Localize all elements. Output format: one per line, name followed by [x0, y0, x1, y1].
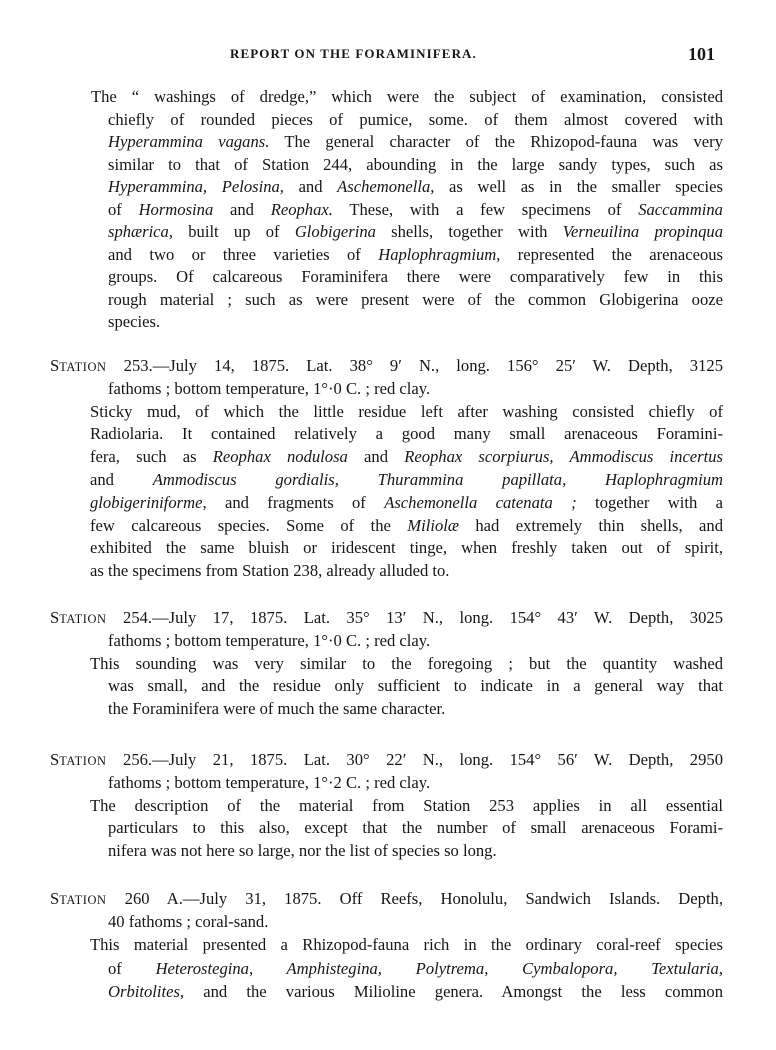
text-run: together with a: [576, 492, 723, 512]
text-line: [90, 560, 449, 582]
text-line: [108, 289, 723, 311]
text-run: shells, together with: [375, 222, 563, 241]
text-run: 40 fathoms ; coral-sand.: [108, 912, 269, 932]
italic-text: Hyperammina vagans.: [108, 132, 270, 151]
text-line: [90, 423, 723, 445]
text-run: and the various Milioline genera. Amongst the less common: [184, 981, 723, 1001]
italic-text: sphærica,: [108, 222, 173, 241]
text-run: as well as in the smaller species: [434, 177, 723, 196]
text-run: The “ washings of dredge,” which were the subject of examination, consisted: [91, 87, 723, 106]
text-run: fathoms ; bottom temperature, 1°·0 C. ; red clay.: [108, 378, 431, 398]
text-run: particulars to this also, except that the number of small arenaceous Forami-: [108, 818, 723, 838]
text-run: of: [108, 199, 139, 219]
text-line: [50, 888, 723, 910]
text-run: chiefly of rounded pieces of pumice, some. of them almost covered with: [108, 109, 723, 129]
text-run: The description of the material from Station 253 applies in all essential: [90, 795, 723, 815]
text-run: Sticky mud, of which the little residue left after washing consisted chiefly of: [90, 401, 723, 421]
text-line: [108, 840, 497, 862]
running-title: REPORT ON THE FORAMINIFERA.: [230, 46, 477, 61]
text-line: [108, 958, 723, 980]
text-line: [90, 934, 723, 956]
italic-text: Verneuilina propinqua: [562, 222, 723, 241]
text-line: [90, 469, 723, 491]
text-line: [50, 355, 723, 377]
italic-text: globigeriniforme,: [90, 492, 207, 512]
text-run: and: [283, 177, 338, 196]
text-line: [108, 199, 723, 221]
italic-text: Reophax nodulosa: [212, 447, 348, 467]
italic-text: Reophax.: [270, 199, 333, 219]
text-line: [90, 515, 723, 537]
text-run: fathoms ; bottom temperature, 1°·2 C. ; red clay.: [108, 772, 431, 792]
text-line: [108, 698, 445, 720]
small-caps-text: S: [50, 356, 60, 375]
small-caps-text: S: [50, 608, 60, 627]
text-line: [108, 817, 723, 839]
text-line: [90, 446, 723, 468]
text-run: This sounding was very similar to the foregoing ; but the quantity washed: [90, 653, 723, 673]
text-run: groups. Of calcareous Foraminifera there were comparatively few in this: [108, 267, 723, 286]
italic-text: Ammodiscus gordialis, Thurammina papillata, Haplophragmium: [152, 470, 723, 489]
text-run: similar to that of Station 244, abounding in the large sandy types, such as: [108, 154, 723, 174]
italic-text: Hormosina: [138, 199, 214, 219]
text-line: [90, 492, 723, 514]
text-line: [108, 772, 430, 794]
small-caps-text: S: [50, 750, 60, 769]
italic-text: Globigerina: [294, 222, 376, 241]
text-line: [108, 630, 430, 652]
text-line: [50, 749, 723, 771]
small-caps-text: TATION: [59, 360, 107, 374]
text-line: [108, 981, 723, 1003]
text-run: and two or three varieties of: [108, 244, 379, 264]
text-line: [108, 154, 723, 176]
text-line: [108, 311, 160, 333]
text-run: fathoms ; bottom temperature, 1°·0 C. ; red clay.: [108, 630, 431, 650]
italic-text: Orbitolites,: [108, 981, 185, 1001]
text-run: of: [108, 958, 156, 978]
text-line: [108, 221, 723, 243]
text-run: These, with a few specimens of: [332, 199, 639, 219]
italic-text: Reophax scorpiurus, Ammodiscus incertus: [404, 447, 723, 467]
text-run: few calcareous species. Some of the: [90, 515, 408, 535]
small-caps-text: TATION: [59, 612, 107, 626]
running-head: [0, 44, 776, 68]
text-line: [90, 401, 723, 423]
page-number: 101: [688, 44, 715, 64]
italic-text: Haplophragmium,: [378, 244, 501, 264]
text-run: 260 A.—July 31, 1875. Off Reefs, Honolulu, Sandwich Islands. Depth,: [106, 889, 723, 908]
text-run: 254.—July 17, 1875. Lat. 35° 13′ N., long. 154° 43′ W. Depth, 3025: [106, 608, 723, 627]
text-run: exhibited the same bluish or iridescent tinge, when freshly taken out of spirit,: [90, 538, 723, 558]
italic-text: Aschemonella catenata ;: [384, 492, 577, 512]
text-run: was small, and the residue only sufficient to indicate in a general way that: [108, 676, 723, 696]
text-run: had extremely thin shells, and: [458, 515, 723, 535]
text-run: species.: [108, 312, 161, 331]
text-line: [90, 795, 723, 817]
italic-text: Miliolæ: [407, 515, 459, 535]
text-run: and fragments of: [206, 492, 385, 512]
text-line: [108, 244, 723, 266]
text-run: Radiolaria. It contained relatively a good many small arenaceous Foramini-: [90, 424, 723, 444]
small-caps-text: S: [50, 889, 60, 908]
text-line: [108, 675, 723, 697]
text-run: as the specimens from Station 238, already alluded to.: [90, 561, 450, 581]
text-run: fera, such as: [90, 447, 213, 467]
italic-text: Aschemonella,: [337, 177, 435, 196]
text-line: [108, 109, 723, 131]
text-line: [90, 537, 723, 559]
text-line: [91, 86, 723, 108]
text-run: and: [90, 470, 153, 489]
text-run: nifera was not here so large, nor the list of species so long.: [108, 841, 497, 861]
text-run: The general character of the Rhizopod-fauna was very: [269, 132, 723, 151]
text-line: [108, 266, 723, 288]
text-line: [108, 131, 723, 153]
small-caps-text: TATION: [59, 754, 107, 768]
text-run: This material presented a Rhizopod-fauna rich in the ordinary coral-reef species: [90, 935, 723, 955]
text-run: the Foraminifera were of much the same character.: [108, 699, 446, 719]
text-line: [50, 607, 723, 629]
text-run: and: [213, 199, 271, 219]
text-run: rough material ; such as were present were of the common Globigerina ooze: [108, 289, 723, 309]
small-caps-text: TATION: [59, 893, 107, 907]
text-run: and: [347, 447, 405, 467]
text-line: [90, 653, 723, 675]
text-run: built up of: [173, 222, 295, 241]
text-run: 253.—July 14, 1875. Lat. 38° 9′ N., long. 156° 25′ W. Depth, 3125: [106, 356, 723, 375]
text-run: represented the arenaceous: [500, 244, 723, 264]
italic-text: Hyperammina, Pelosina,: [108, 177, 284, 196]
text-line: [108, 911, 268, 933]
text-line: [108, 176, 723, 198]
text-run: 256.—July 21, 1875. Lat. 30° 22′ N., long. 154° 56′ W. Depth, 2950: [106, 750, 723, 769]
italic-text: Heterostegina, Amphistegina, Polytrema, Cymbalopora, Textularia,: [155, 958, 723, 978]
italic-text: Saccammina: [638, 199, 723, 219]
text-line: [108, 378, 430, 400]
